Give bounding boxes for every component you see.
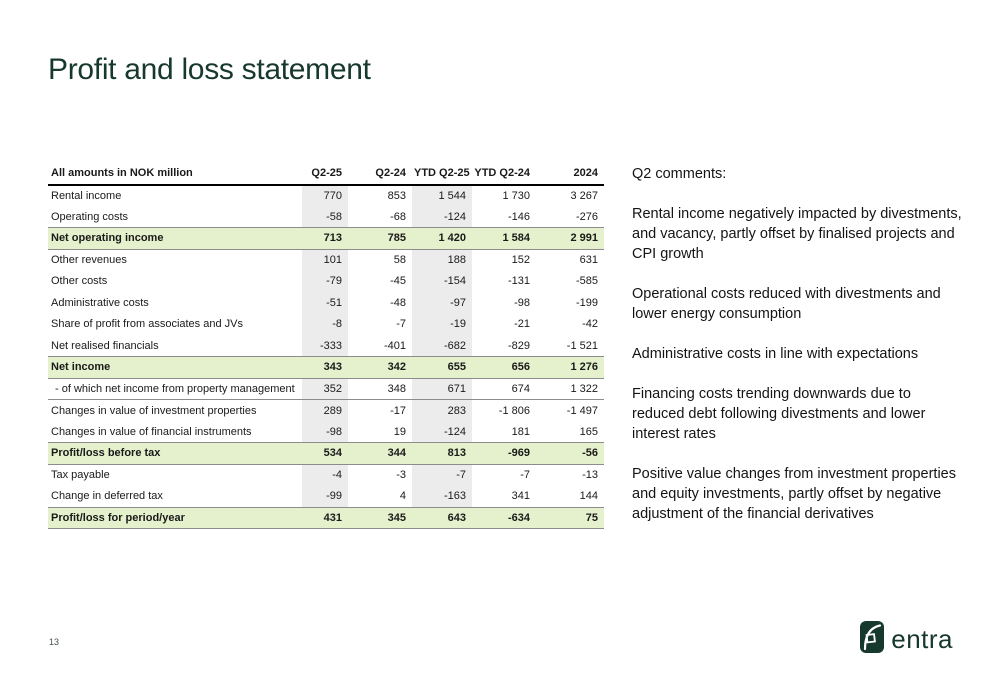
value-cell: 343	[302, 357, 348, 379]
table-row	[48, 228, 604, 250]
value-cell: 4	[399, 490, 406, 502]
column-header: 2024	[573, 167, 598, 180]
value-cell: 58	[393, 254, 406, 266]
row-label: Net realised financials	[51, 339, 159, 352]
row-label: Profit/loss for period/year	[48, 507, 302, 529]
value-cell: -42	[582, 318, 598, 331]
value-cell: 534	[302, 443, 348, 465]
value-cell: 3 267	[570, 189, 598, 202]
value-cell: 1 420	[412, 228, 472, 250]
value-cell: -276	[575, 210, 598, 223]
table-row	[48, 464, 604, 486]
entra-logo	[860, 621, 953, 658]
value-cell: 656	[472, 357, 536, 379]
table-row	[48, 507, 604, 529]
value-cell: -7	[520, 469, 530, 481]
value-cell: 144	[579, 490, 598, 502]
value-cell: -97	[412, 292, 472, 314]
row-label: Net income	[48, 357, 302, 379]
value-cell: -48	[390, 296, 406, 309]
table-row	[48, 486, 604, 508]
table-row	[48, 443, 604, 465]
column-header: YTD Q2-25	[414, 167, 470, 180]
value-cell: -1 806	[498, 404, 530, 417]
value-cell: 643	[412, 507, 472, 529]
value-cell: 152	[511, 254, 530, 266]
value-cell: -8	[302, 314, 348, 336]
value-cell: 75	[536, 507, 604, 529]
value-cell: -45	[390, 275, 406, 288]
value-cell: 655	[412, 357, 472, 379]
table-row	[48, 421, 604, 443]
row-label: Other revenues	[51, 254, 127, 266]
value-cell: -98	[302, 421, 348, 443]
value-cell: 2 991	[536, 228, 604, 250]
table-header-row	[48, 163, 604, 185]
value-cell: -124	[412, 421, 472, 443]
row-label: Rental income	[51, 189, 122, 202]
row-label: Change in deferred tax	[51, 490, 163, 502]
value-cell: 19	[393, 425, 406, 438]
value-cell: 348	[387, 382, 406, 395]
value-cell: 813	[412, 443, 472, 465]
comment-paragraph: Operational costs reduced with divestments and lower energy consumption	[632, 286, 941, 322]
row-label: - of which net income from property management	[55, 382, 295, 395]
value-cell: -58	[302, 206, 348, 228]
value-cell: 853	[387, 189, 406, 202]
table-row	[48, 400, 604, 422]
value-cell: 345	[348, 507, 412, 529]
value-cell: -7	[396, 318, 406, 331]
value-cell: 1 322	[570, 382, 598, 395]
table-row	[48, 206, 604, 228]
row-label: Administrative costs	[51, 296, 149, 309]
value-cell: -131	[507, 275, 530, 288]
entra-leaf-icon	[860, 621, 884, 658]
value-cell: -21	[514, 318, 530, 331]
comment-paragraph: Positive value changes from investment properties and equity investments, partly offset by negative adjustment of the financial derivatives	[632, 466, 956, 522]
comment-paragraph: Administrative costs in line with expectations	[632, 346, 919, 362]
row-label: Changes in value of investment properties	[51, 404, 257, 417]
comment-paragraph: Financing costs trending downwards due to reduced debt following divestments and lower interest rates	[632, 386, 926, 442]
value-cell: 770	[302, 185, 348, 207]
value-cell: 352	[302, 378, 348, 400]
value-cell: 1 730	[502, 189, 530, 202]
value-cell: 713	[302, 228, 348, 250]
column-header: YTD Q2-24	[474, 167, 530, 180]
value-cell: 671	[412, 378, 472, 400]
row-label: Net operating income	[48, 228, 302, 250]
table-row	[48, 292, 604, 314]
value-cell: 1 276	[536, 357, 604, 379]
value-cell: 1 544	[412, 185, 472, 207]
value-cell: -99	[302, 486, 348, 508]
value-cell: -163	[412, 486, 472, 508]
row-label: Other costs	[51, 275, 108, 288]
value-cell: 165	[579, 425, 598, 438]
page-title: Profit and loss statement	[48, 53, 371, 86]
value-cell: 431	[302, 507, 348, 529]
value-cell: -98	[514, 296, 530, 309]
row-label: Tax payable	[51, 469, 110, 481]
value-cell: 344	[348, 443, 412, 465]
value-cell: -17	[390, 404, 406, 417]
value-cell: 341	[511, 490, 530, 502]
pnl-table	[48, 163, 604, 529]
table-title-cell: All amounts in NOK million	[51, 167, 193, 180]
value-cell: -199	[575, 296, 598, 309]
value-cell: -146	[507, 210, 530, 223]
value-cell: 631	[579, 254, 598, 266]
value-cell: 785	[348, 228, 412, 250]
value-cell: -68	[390, 210, 406, 223]
table-row	[48, 357, 604, 379]
value-cell: -682	[412, 335, 472, 357]
value-cell: -1 521	[566, 339, 598, 352]
value-cell: -634	[472, 507, 536, 529]
value-cell: -585	[575, 275, 598, 288]
value-cell: -13	[582, 469, 598, 481]
value-cell: -124	[412, 206, 472, 228]
value-cell: -79	[302, 271, 348, 293]
comments-section	[632, 164, 962, 544]
value-cell: -401	[383, 339, 406, 352]
table-row	[48, 378, 604, 400]
value-cell: -829	[507, 339, 530, 352]
comments-list	[632, 204, 962, 524]
row-label: Operating costs	[51, 210, 129, 223]
row-label: Share of profit from associates and JVs	[51, 318, 243, 331]
comment-paragraph: Rental income negatively impacted by divestments, and vacancy, partly offset by finalised projects and CPI growth	[632, 206, 962, 262]
column-header: Q2-25	[311, 167, 342, 180]
value-cell: -4	[302, 464, 348, 486]
table-row	[48, 185, 604, 207]
row-label: Changes in value of financial instruments	[51, 425, 252, 438]
value-cell: 289	[302, 400, 348, 422]
entra-logo-text: entra	[891, 623, 953, 654]
row-label: Profit/loss before tax	[48, 443, 302, 465]
value-cell: 101	[302, 249, 348, 271]
table-row	[48, 249, 604, 271]
value-cell: -333	[302, 335, 348, 357]
value-cell: -7	[412, 464, 472, 486]
value-cell: 188	[412, 249, 472, 271]
value-cell: 674	[511, 382, 530, 395]
value-cell: -51	[302, 292, 348, 314]
value-cell: -56	[536, 443, 604, 465]
value-cell: -19	[412, 314, 472, 336]
value-cell: -969	[472, 443, 536, 465]
page-number: 13	[49, 637, 60, 647]
value-cell: -154	[412, 271, 472, 293]
value-cell: 342	[348, 357, 412, 379]
value-cell: 1 584	[472, 228, 536, 250]
column-header: Q2-24	[375, 167, 406, 180]
value-cell: -1 497	[566, 404, 598, 417]
value-cell: 181	[511, 425, 530, 438]
table-row	[48, 271, 604, 293]
value-cell: 283	[412, 400, 472, 422]
table-row	[48, 314, 604, 336]
comments-heading: Q2 comments:	[632, 166, 727, 182]
value-cell: -3	[396, 469, 406, 481]
table-row	[48, 335, 604, 357]
